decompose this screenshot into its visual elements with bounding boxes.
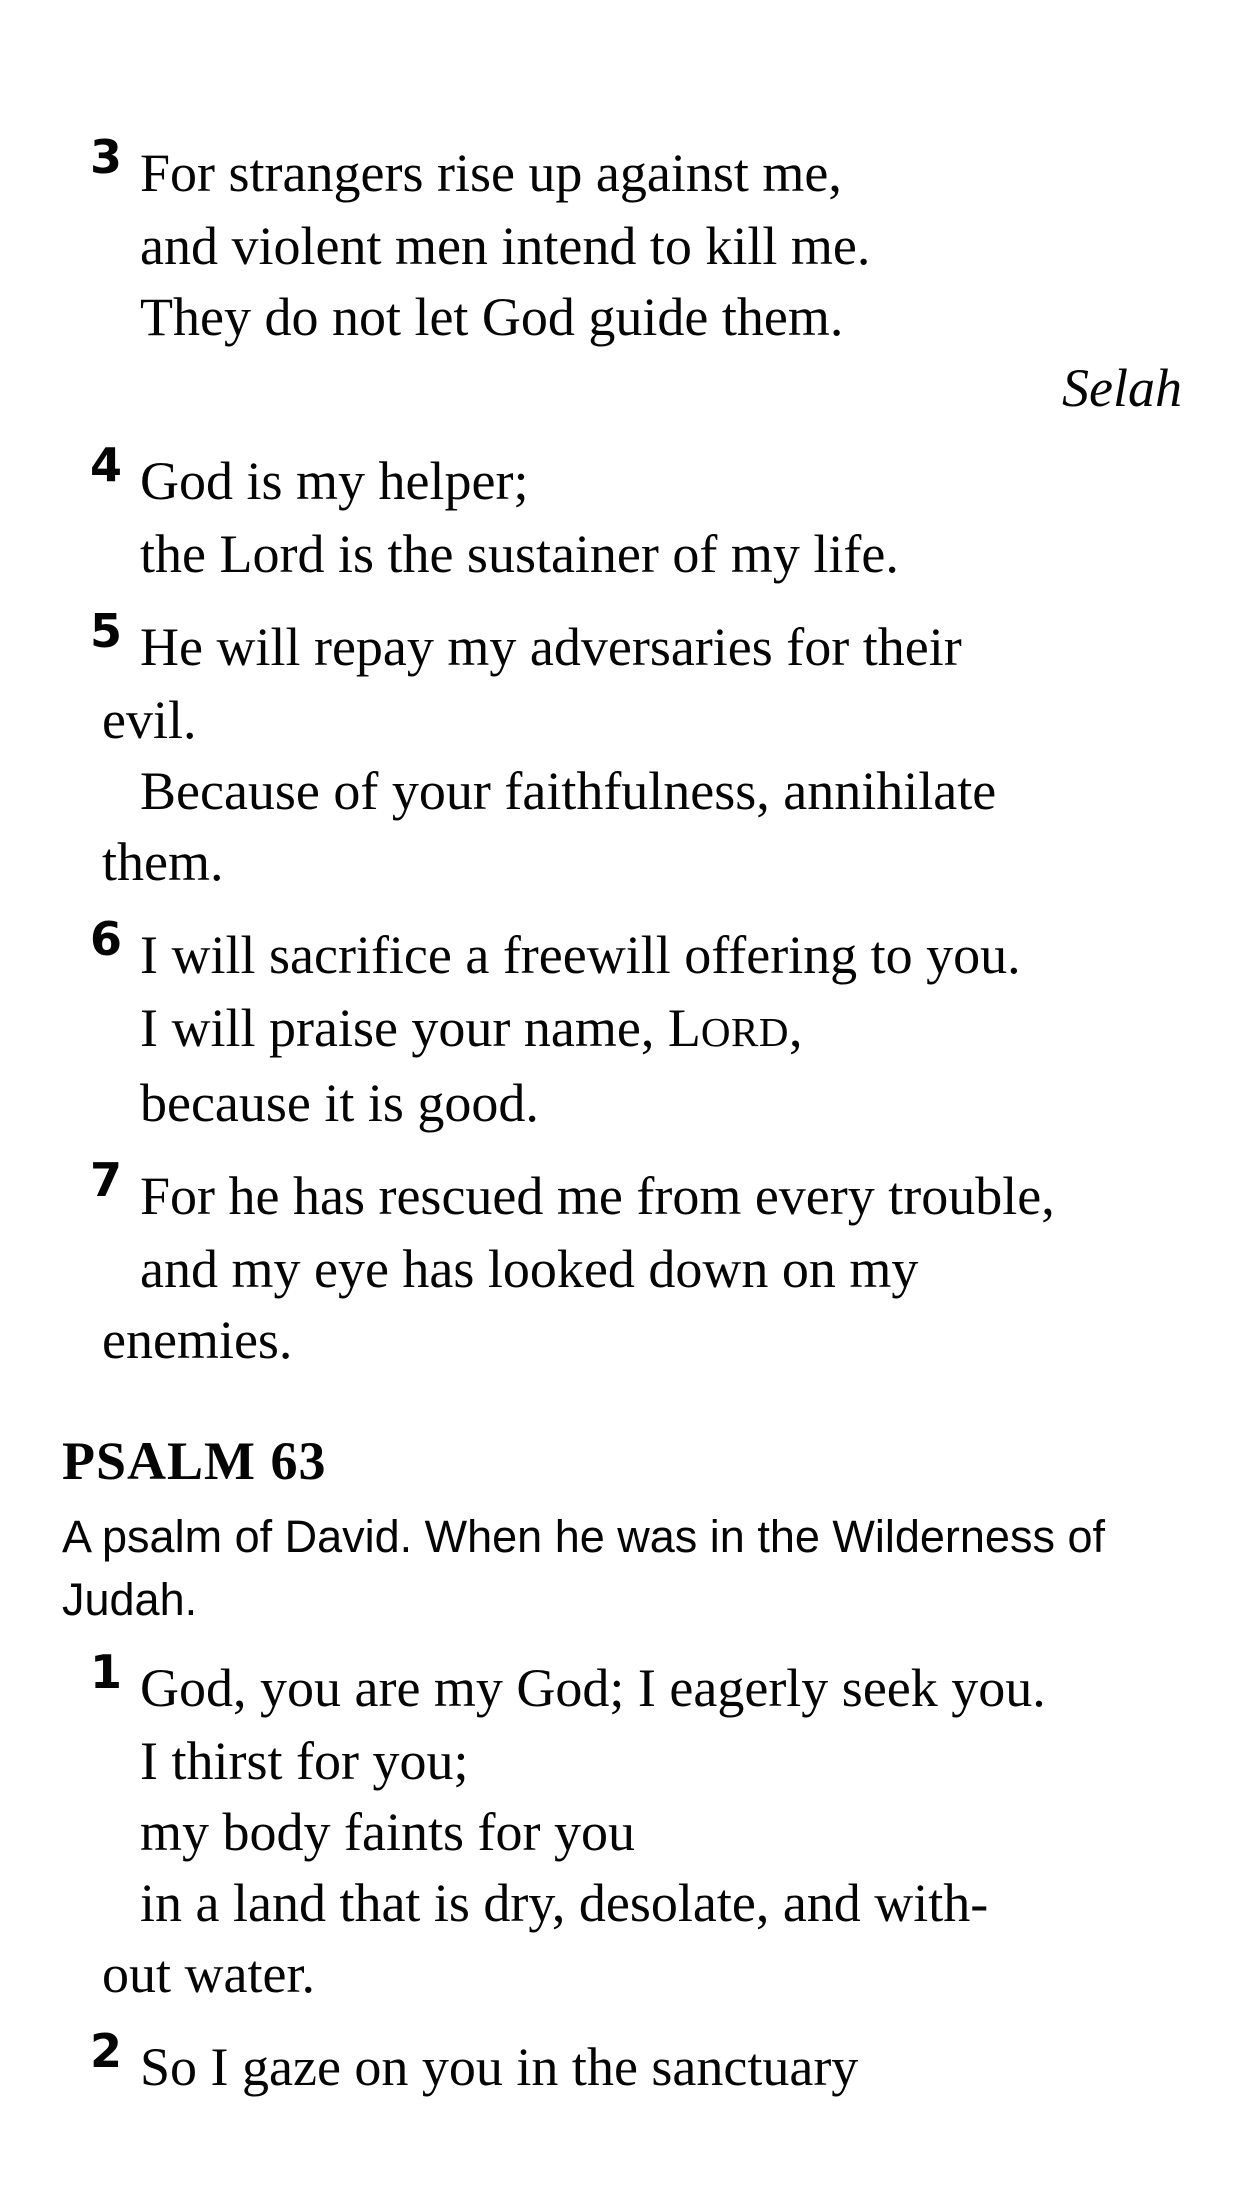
verse-text: For strangers rise up against me, bbox=[140, 143, 842, 203]
verse-text: He will repay my adversaries for their bbox=[140, 617, 962, 677]
verse-text: God, you are my God; I eagerly seek you. bbox=[140, 1658, 1046, 1718]
verse-text: So I gaze on you in the sanctuary bbox=[140, 2037, 859, 2097]
verse-text: I will praise your name, LORD, bbox=[140, 998, 803, 1058]
verse-text: and my eye has looked down on my bbox=[140, 1239, 919, 1299]
poem-line bbox=[102, 1726, 1182, 1797]
verse-line bbox=[90, 603, 1182, 756]
poem-line bbox=[102, 519, 1182, 590]
psalm-heading: PSALM 63 bbox=[62, 1431, 327, 1491]
verse-line bbox=[90, 1644, 1182, 1726]
superscription-line: Judah. bbox=[62, 1574, 198, 1625]
poem-line bbox=[102, 282, 1182, 353]
verse-line bbox=[90, 2023, 1182, 2105]
psalm-superscription bbox=[62, 1505, 1182, 1631]
verse-text: my body faints for you bbox=[140, 1802, 635, 1862]
verse-text-wrap: enemies. bbox=[102, 1310, 293, 1370]
verse-number: 3 bbox=[90, 129, 123, 184]
verse-number: 5 bbox=[90, 603, 123, 658]
verse-line bbox=[90, 129, 1182, 211]
verse-line bbox=[90, 911, 1182, 993]
verse-text-wrap: out water. bbox=[102, 1944, 315, 2004]
verse-number: 1 bbox=[90, 1644, 123, 1699]
verse-line bbox=[90, 1152, 1182, 1234]
verse-text: They do not let God guide them. bbox=[140, 287, 844, 347]
divine-name-small-caps: LORD bbox=[667, 998, 789, 1058]
verse-text: because it is good. bbox=[140, 1073, 539, 1133]
selah-marker: Selah bbox=[1062, 358, 1182, 418]
verse-text: and violent men intend to kill me. bbox=[140, 216, 871, 276]
poem-line bbox=[102, 993, 1182, 1068]
verse-text: I will sacrifice a freewill offering to you. bbox=[140, 925, 1021, 985]
verse-text: For he has rescued me from every trouble, bbox=[140, 1166, 1055, 1226]
verse-number: 6 bbox=[90, 911, 123, 966]
verse-line bbox=[90, 437, 1182, 519]
verse-number: 7 bbox=[90, 1152, 123, 1207]
poem-line bbox=[102, 1868, 1182, 2010]
superscription-line: A psalm of David. When he was in the Wilderness of bbox=[62, 1511, 1105, 1562]
poem-line bbox=[102, 211, 1182, 282]
verse-text: Because of your faithfulness, annihilate bbox=[140, 761, 997, 821]
verse-text-wrap: evil. bbox=[102, 690, 197, 750]
verse-number: 4 bbox=[90, 437, 123, 492]
verse-text: in a land that is dry, desolate, and with- bbox=[140, 1873, 989, 1933]
verse-text-wrap: them. bbox=[102, 832, 224, 892]
verse-text: God is my helper; bbox=[140, 451, 529, 511]
poem-line bbox=[102, 1234, 1182, 1376]
poem-line bbox=[102, 756, 1182, 898]
verse-text: the Lord is the sustainer of my life. bbox=[140, 524, 899, 584]
verse-text: I thirst for you; bbox=[140, 1731, 469, 1791]
poem-line bbox=[102, 1797, 1182, 1868]
poem-line bbox=[102, 1068, 1182, 1139]
verse-number: 2 bbox=[90, 2023, 123, 2078]
